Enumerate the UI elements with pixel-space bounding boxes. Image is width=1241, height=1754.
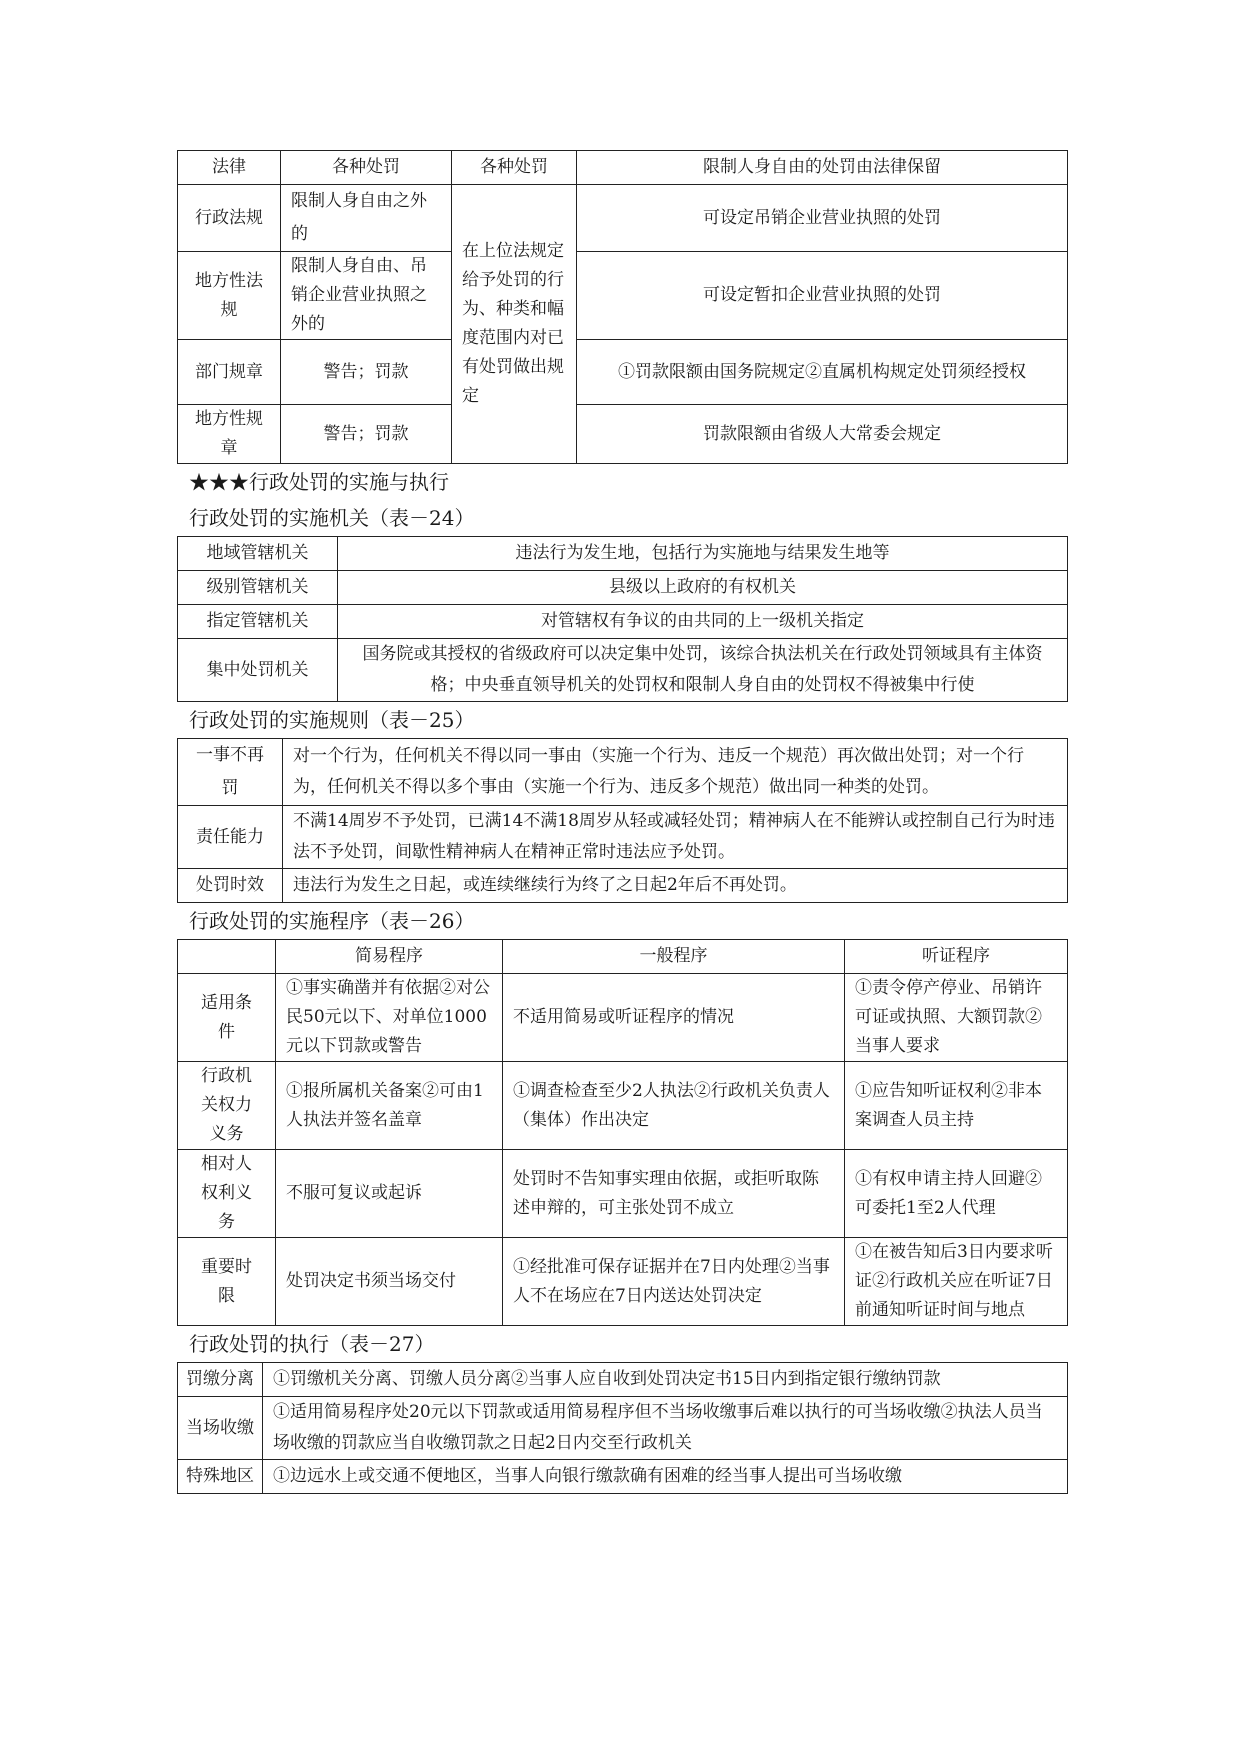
table-row xyxy=(178,340,1068,405)
table-row xyxy=(178,974,1068,1062)
table-row xyxy=(178,185,1068,252)
table-cell: 行政机关权力义务 xyxy=(178,1062,276,1150)
table-cell: ①报所属机关备案②可由1人执法并签名盖章 xyxy=(276,1062,503,1150)
table-cell: 限制人身自由之外的 xyxy=(281,185,452,252)
table-cell: 当场收缴 xyxy=(178,1397,263,1460)
document-page xyxy=(177,150,1067,1494)
table-cell: 可设定暂扣企业营业执照的处罚 xyxy=(577,252,1068,340)
table-cell: 地方性法规 xyxy=(178,252,281,340)
table-cell: 限制人身自由的处罚由法律保留 xyxy=(577,151,1068,185)
table-cell: 警告；罚款 xyxy=(281,340,452,405)
table-row xyxy=(178,806,1068,869)
table-cell: 警告；罚款 xyxy=(281,405,452,464)
implementation-procedure-table xyxy=(177,939,1068,1326)
table-cell: 违法行为发生之日起，或连续继续行为终了之日起2年后不再处罚。 xyxy=(283,869,1068,903)
table-cell: 限制人身自由、吊销企业营业执照之外的 xyxy=(281,252,452,340)
table-cell: 县级以上政府的有权机关 xyxy=(338,571,1068,605)
table-row xyxy=(178,151,1068,185)
table-cell: ①适用简易程序处20元以下罚款或适用简易程序但不当场收缴事后难以执行的可当场收缴②执法人员当场收缴的罚款应当自收缴罚款之日起2日内交至行政机关 xyxy=(263,1397,1068,1460)
table-row xyxy=(178,405,1068,464)
table-cell: ①有权申请主持人回避②可委托1至2人代理 xyxy=(845,1150,1068,1238)
table-cell: 法律 xyxy=(178,151,281,185)
table-cell: 违法行为发生地，包括行为实施地与结果发生地等 xyxy=(338,537,1068,571)
table-cell: 罚缴分离 xyxy=(178,1363,263,1397)
table-row xyxy=(178,1397,1068,1460)
table-cell: 重要时限 xyxy=(178,1238,276,1326)
table-cell: ①事实确凿并有依据②对公民50元以下、对单位1000元以下罚款或警告 xyxy=(276,974,503,1062)
table-cell: 地方性规章 xyxy=(178,405,281,464)
table-caption: 行政处罚的执行（表－27） xyxy=(189,1332,435,1356)
table-header-cell: 听证程序 xyxy=(845,940,1068,974)
table-row xyxy=(178,252,1068,340)
table-row xyxy=(178,537,1068,571)
table-row xyxy=(178,1150,1068,1238)
penalty-setting-table xyxy=(177,150,1068,464)
table-caption: 行政处罚的实施规则（表－25） xyxy=(189,708,475,732)
table-cell: 相对人权利义务 xyxy=(178,1150,276,1238)
table-cell: 不满14周岁不予处罚，已满14不满18周岁从轻或减轻处罚；精神病人在不能辨认或控制自己行为时违法不予处罚，间歇性精神病人在精神正常时违法应予处罚。 xyxy=(283,806,1068,869)
table-cell: 对管辖权有争议的由共同的上一级机关指定 xyxy=(338,605,1068,639)
table-cell: 各种处罚 xyxy=(452,151,577,185)
table-cell: 不适用简易或听证程序的情况 xyxy=(503,974,845,1062)
table-cell: 处罚决定书须当场交付 xyxy=(276,1238,503,1326)
table-cell: 适用条件 xyxy=(178,974,276,1062)
table-cell: ①经批准可保存证据并在7日内处理②当事人不在场应在7日内送达处罚决定 xyxy=(503,1238,845,1326)
table-cell: ①在被告知后3日内要求听证②行政机关应在听证7日前通知听证时间与地点 xyxy=(845,1238,1068,1326)
table-header-cell: 简易程序 xyxy=(276,940,503,974)
table-row xyxy=(178,1460,1068,1494)
table-cell: 级别管辖机关 xyxy=(178,571,338,605)
table-cell: ①罚款限额由国务院规定②直属机构规定处罚须经授权 xyxy=(577,340,1068,405)
table-cell: 国务院或其授权的省级政府可以决定集中处罚，该综合执法机关在行政处罚领域具有主体资格；中央垂直领导机关的处罚权和限制人身自由的处罚权不得被集中行使 xyxy=(338,639,1068,702)
table-cell: ①责令停产停业、吊销许可证或执照、大额罚款②当事人要求 xyxy=(845,974,1068,1062)
table-cell: 对一个行为，任何机关不得以同一事由（实施一个行为、违反一个规范）再次做出处罚；对一个行为，任何机关不得以多个事由（实施一个行为、违反多个规范）做出同一种类的处罚。 xyxy=(283,739,1068,806)
table-cell: 指定管辖机关 xyxy=(178,605,338,639)
table-row xyxy=(178,1238,1068,1326)
table-cell: 处罚时效 xyxy=(178,869,283,903)
table-row xyxy=(178,571,1068,605)
table-header-cell: 一般程序 xyxy=(503,940,845,974)
table-row xyxy=(178,605,1068,639)
table-cell: ①应告知听证权利②非本案调查人员主持 xyxy=(845,1062,1068,1150)
section-heading: ★★★行政处罚的实施与执行 xyxy=(189,470,449,494)
table-cell-merged: 在上位法规定给予处罚的行为、种类和幅度范围内对已有处罚做出规定 xyxy=(452,185,577,464)
table-cell: 集中处罚机关 xyxy=(178,639,338,702)
implementation-rules-table xyxy=(177,738,1068,903)
table-cell: 地域管辖机关 xyxy=(178,537,338,571)
table-row xyxy=(178,1062,1068,1150)
table-cell: ①边远水上或交通不便地区，当事人向银行缴款确有困难的经当事人提出可当场收缴 xyxy=(263,1460,1068,1494)
table-row xyxy=(178,869,1068,903)
table-cell: 罚款限额由省级人大常委会规定 xyxy=(577,405,1068,464)
table-row xyxy=(178,739,1068,806)
table-cell: ①罚缴机关分离、罚缴人员分离②当事人应自收到处罚决定书15日内到指定银行缴纳罚款 xyxy=(263,1363,1068,1397)
table-cell: 责任能力 xyxy=(178,806,283,869)
table-row xyxy=(178,639,1068,702)
table-header-cell xyxy=(178,940,276,974)
table-cell: ①调查检查至少2人执法②行政机关负责人（集体）作出决定 xyxy=(503,1062,845,1150)
table-cell: 不服可复议或起诉 xyxy=(276,1150,503,1238)
table-row xyxy=(178,1363,1068,1397)
table-header-row xyxy=(178,940,1068,974)
table-cell: 处罚时不告知事实理由依据，或拒听取陈述申辩的，可主张处罚不成立 xyxy=(503,1150,845,1238)
table-cell: 一事不再罚 xyxy=(178,739,283,806)
table-cell: 可设定吊销企业营业执照的处罚 xyxy=(577,185,1068,252)
table-cell: 特殊地区 xyxy=(178,1460,263,1494)
table-cell: 行政法规 xyxy=(178,185,281,252)
penalty-execution-table xyxy=(177,1362,1068,1494)
table-caption: 行政处罚的实施机关（表－24） xyxy=(189,506,475,530)
table-cell: 部门规章 xyxy=(178,340,281,405)
table-caption: 行政处罚的实施程序（表－26） xyxy=(189,909,475,933)
table-cell: 各种处罚 xyxy=(281,151,452,185)
implementation-authority-table xyxy=(177,536,1068,702)
